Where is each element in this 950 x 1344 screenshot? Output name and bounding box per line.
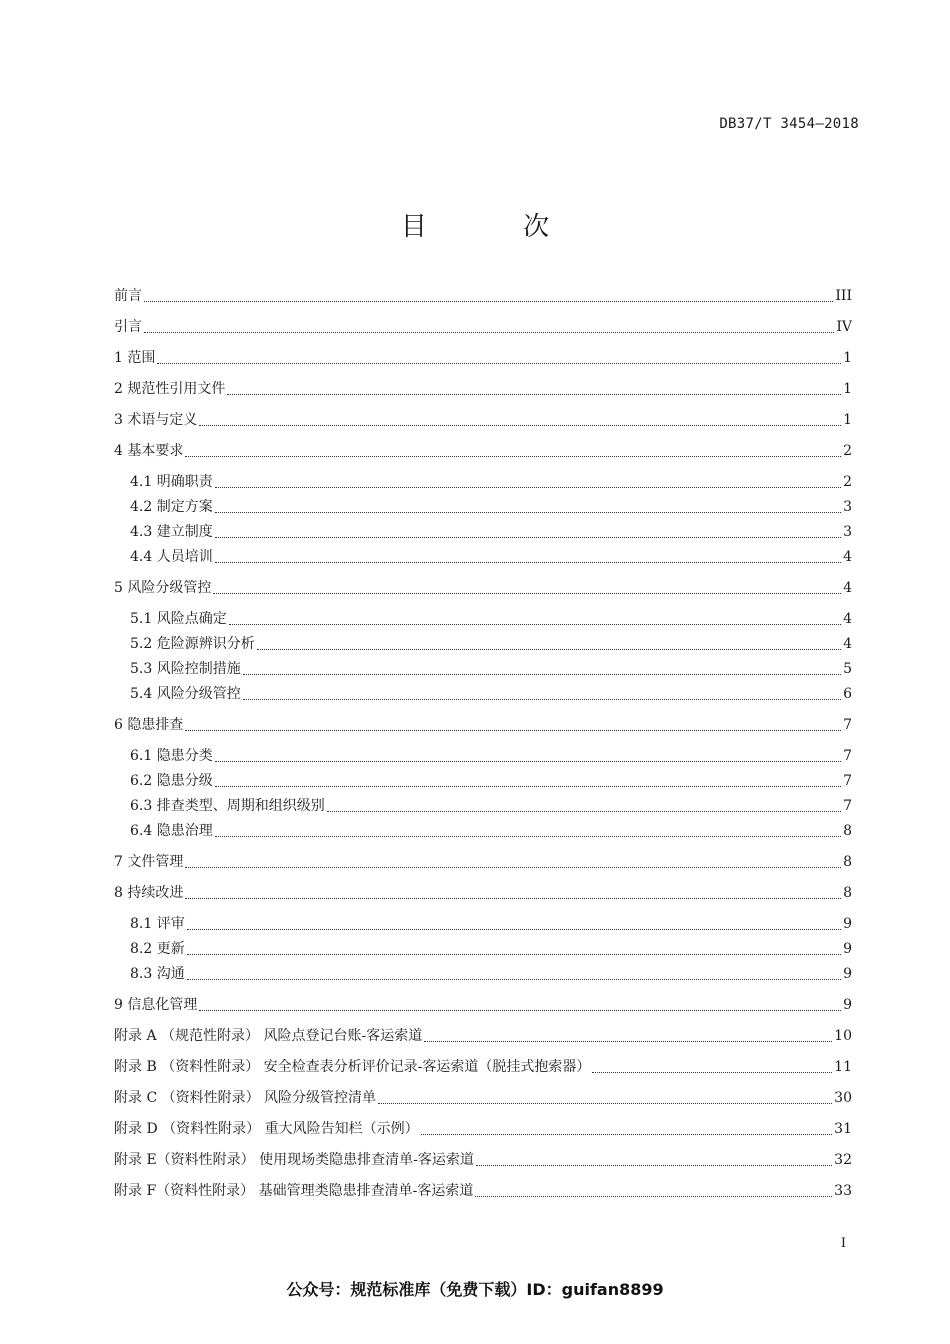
toc-entry-label: 附录 D （资料性附录） 重大风险告知栏（示例）	[114, 1121, 419, 1137]
toc-leader-dots	[185, 729, 841, 731]
toc-entry-page: 6	[843, 686, 852, 702]
toc-leader-dots	[215, 835, 841, 837]
toc-entry[interactable]	[114, 1086, 852, 1110]
toc-entry[interactable]	[114, 657, 852, 681]
toc-entry-page: 2	[843, 474, 852, 490]
toc-entry-label: 3 术语与定义	[114, 412, 198, 428]
toc-entry-page: 7	[843, 798, 852, 814]
toc-entry[interactable]	[114, 850, 852, 874]
toc-entry-page: 7	[843, 717, 852, 733]
toc-entry-page: 7	[843, 748, 852, 764]
toc-entry[interactable]	[114, 993, 852, 1017]
toc-entry-page: 8	[843, 854, 852, 870]
toc-entry-page: 3	[843, 524, 852, 540]
toc-entry-label: 8.3 沟通	[130, 966, 185, 982]
toc-entry[interactable]	[114, 1024, 852, 1048]
toc-entry-label: 6.3 排查类型、周期和组织级别	[130, 798, 325, 814]
toc-entry-page: 1	[843, 381, 852, 397]
toc-entry-page: 4	[843, 636, 852, 652]
toc-entry-page: 7	[843, 773, 852, 789]
toc-entry-label: 2 规范性引用文件	[114, 381, 226, 397]
toc-entry-label: 4.2 制定方案	[130, 499, 213, 515]
toc-entry-label: 附录 F（资料性附录） 基础管理类隐患排查清单-客运索道	[114, 1183, 474, 1199]
toc-leader-dots	[475, 1195, 832, 1197]
toc-entry-label: 1 范围	[114, 350, 156, 366]
toc-leader-dots	[213, 592, 841, 594]
toc-entry-label: 5.4 风险分级管控	[130, 686, 241, 702]
toc-entry[interactable]	[114, 744, 852, 768]
toc-entry-page: 8	[843, 885, 852, 901]
toc-leader-dots	[144, 331, 834, 333]
toc-entry-label: 4.1 明确职责	[130, 474, 213, 490]
toc-entry[interactable]	[114, 520, 852, 544]
toc-entry-label: 5.1 风险点确定	[130, 611, 227, 627]
toc-entry[interactable]	[114, 377, 852, 401]
toc-entry-page: 4	[843, 611, 852, 627]
toc-entry[interactable]	[114, 713, 852, 737]
toc-leader-dots	[187, 978, 841, 980]
toc-entry-label: 附录 A （规范性附录） 风险点登记台账-客运索道	[114, 1028, 423, 1044]
toc-entry-label: 6.1 隐患分类	[130, 748, 213, 764]
toc-leader-dots	[199, 1009, 841, 1011]
toc-entry[interactable]	[114, 576, 852, 600]
toc-entry-label: 8.2 更新	[130, 941, 185, 957]
toc-entry[interactable]	[114, 1148, 852, 1172]
toc-entry-page: 8	[843, 823, 852, 839]
toc-entry-label: 4 基本要求	[114, 443, 184, 459]
toc-entry-page: IV	[836, 319, 852, 335]
toc-entry[interactable]	[114, 346, 852, 370]
toc-entry-page: 9	[843, 966, 852, 982]
toc-entry[interactable]	[114, 284, 852, 308]
toc-entry-label: 5.2 危险源辨识分析	[130, 636, 255, 652]
toc-entry-label: 附录 E（资料性附录） 使用现场类隐患排查清单-客运索道	[114, 1152, 474, 1168]
toc-leader-dots	[157, 362, 841, 364]
toc-entry-page: 3	[843, 499, 852, 515]
toc-entry[interactable]	[114, 607, 852, 631]
toc-entry[interactable]	[114, 937, 852, 961]
toc-entry[interactable]	[114, 1117, 852, 1141]
toc-leader-dots	[243, 698, 841, 700]
toc-entry-label: 引言	[114, 319, 142, 335]
toc-entry[interactable]	[114, 912, 852, 936]
toc-entry[interactable]	[114, 794, 852, 818]
toc-entry-label: 7 文件管理	[114, 854, 184, 870]
toc-entry-page: 4	[843, 580, 852, 596]
toc-leader-dots	[227, 393, 841, 395]
toc-entry[interactable]	[114, 682, 852, 706]
toc-entry-label: 8.1 评审	[130, 916, 185, 932]
document-code: DB37/T 3454—2018	[719, 116, 859, 132]
toc-title: 目 次	[400, 212, 594, 242]
toc-entry[interactable]	[114, 1055, 852, 1079]
toc-entry-label: 6.2 隐患分级	[130, 773, 213, 789]
toc-entry-page: III	[835, 288, 852, 304]
toc-entry-page: 2	[843, 443, 852, 459]
toc-entry-page: 9	[843, 916, 852, 932]
toc-leader-dots	[199, 424, 841, 426]
toc-entry[interactable]	[114, 769, 852, 793]
toc-leader-dots	[144, 300, 833, 302]
toc-leader-dots	[185, 897, 841, 899]
toc-entry-page: 33	[834, 1183, 852, 1199]
toc-entry[interactable]	[114, 881, 852, 905]
toc-entry[interactable]	[114, 1179, 852, 1203]
toc-entry-label: 5 风险分级管控	[114, 580, 212, 596]
toc-entry-label: 4.3 建立制度	[130, 524, 213, 540]
toc-leader-dots	[215, 561, 841, 563]
toc-leader-dots	[257, 648, 841, 650]
toc-entry-page: 5	[843, 661, 852, 677]
toc-entry-page: 1	[843, 350, 852, 366]
watermark-text: 公众号：规范标准库（免费下载）ID：guifan8899	[286, 1280, 664, 1299]
toc-entry-label: 9 信息化管理	[114, 997, 198, 1013]
toc-entry-page: 31	[834, 1121, 852, 1137]
toc-entry-page: 30	[834, 1090, 852, 1106]
toc-entry-label: 4.4 人员培训	[130, 549, 213, 565]
toc-entry-page: 9	[843, 941, 852, 957]
toc-leader-dots	[187, 928, 841, 930]
toc-leader-dots	[421, 1133, 833, 1135]
toc-entry-page: 32	[834, 1152, 852, 1168]
toc-leader-dots	[215, 511, 841, 513]
toc-leader-dots	[327, 810, 841, 812]
toc-entry[interactable]	[114, 819, 852, 843]
toc-leader-dots	[476, 1164, 832, 1166]
page-number: I	[840, 1236, 846, 1251]
toc-entry[interactable]	[114, 408, 852, 432]
toc-leader-dots	[424, 1040, 832, 1042]
toc-leader-dots	[243, 673, 841, 675]
toc-leader-dots	[187, 953, 841, 955]
toc-entry[interactable]	[114, 439, 852, 463]
toc-leader-dots	[215, 760, 841, 762]
toc-entry-page: 11	[834, 1059, 852, 1075]
toc-entry-label: 5.3 风险控制措施	[130, 661, 241, 677]
toc-entry-label: 8 持续改进	[114, 885, 184, 901]
toc-leader-dots	[185, 455, 841, 457]
toc-entry-page: 1	[843, 412, 852, 428]
toc-entry[interactable]	[114, 315, 852, 339]
toc-leader-dots	[229, 623, 841, 625]
toc-entry[interactable]	[114, 495, 852, 519]
toc-entry-label: 前言	[114, 288, 142, 304]
toc-entry[interactable]	[114, 545, 852, 569]
toc-entry-page: 9	[843, 997, 852, 1013]
toc-entry-label: 6 隐患排查	[114, 717, 184, 733]
toc-entry[interactable]	[114, 632, 852, 656]
toc-leader-dots	[215, 486, 841, 488]
toc-entry-page: 4	[843, 549, 852, 565]
toc-leader-dots	[185, 866, 841, 868]
toc-leader-dots	[378, 1102, 832, 1104]
toc-entry-label: 附录 B （资料性附录） 安全检查表分析评价记录-客运索道（脱挂式抱索器）	[114, 1059, 591, 1075]
toc-entry-label: 6.4 隐患治理	[130, 823, 213, 839]
toc-leader-dots	[215, 536, 841, 538]
toc-entry[interactable]	[114, 470, 852, 494]
toc-leader-dots	[592, 1071, 832, 1073]
toc-entry-page: 10	[834, 1028, 852, 1044]
toc-entry-label: 附录 C （资料性附录） 风险分级管控清单	[114, 1090, 377, 1106]
toc-leader-dots	[215, 785, 841, 787]
toc-entry[interactable]	[114, 962, 852, 986]
